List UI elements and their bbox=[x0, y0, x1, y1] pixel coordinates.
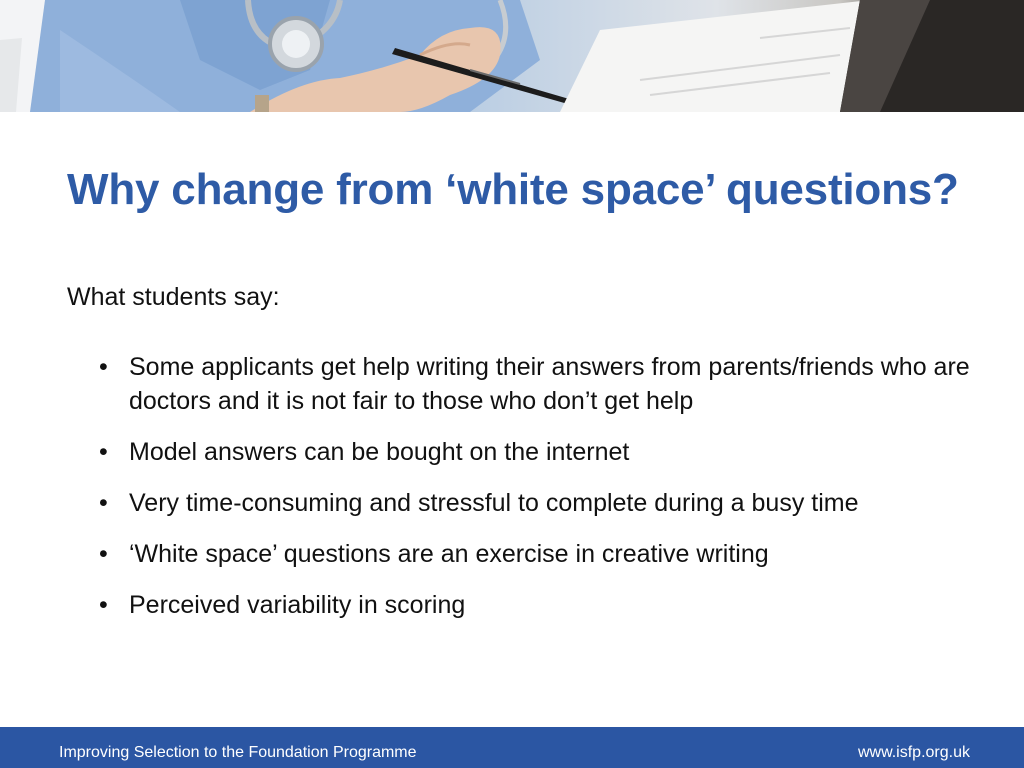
footer-website-link[interactable]: www.isfp.org.uk bbox=[857, 744, 970, 761]
list-item-text: Very time-consuming and stressful to complete during a busy time bbox=[129, 489, 859, 517]
list-item-text: Some applicants get help writing their answers from parents/friends who are doctors and it is not fair to those who don’t get help bbox=[129, 353, 970, 415]
bullet-marker: • bbox=[99, 540, 108, 568]
list-item bbox=[99, 435, 999, 469]
list-item bbox=[99, 537, 999, 571]
list-item bbox=[99, 588, 999, 622]
bullet-marker: • bbox=[99, 353, 108, 381]
list-item bbox=[99, 350, 999, 418]
list-item-text: Perceived variability in scoring bbox=[129, 591, 466, 619]
bullet-marker: • bbox=[99, 489, 108, 517]
header-banner-image bbox=[0, 0, 1024, 112]
bullet-marker: • bbox=[99, 438, 108, 466]
list-item bbox=[99, 486, 999, 520]
bullet-marker: • bbox=[99, 591, 108, 619]
intro-text: What students say: bbox=[67, 283, 280, 311]
list-item-text: Model answers can be bought on the internet bbox=[129, 438, 630, 466]
list-item-text: ‘White space’ questions are an exercise in creative writing bbox=[129, 540, 769, 568]
bullet-list bbox=[99, 350, 999, 639]
slide-title: Why change from ‘white space’ questions? bbox=[67, 165, 959, 214]
footer-bar bbox=[0, 727, 1024, 768]
footer-programme-name: Improving Selection to the Foundation Programme bbox=[59, 744, 417, 761]
